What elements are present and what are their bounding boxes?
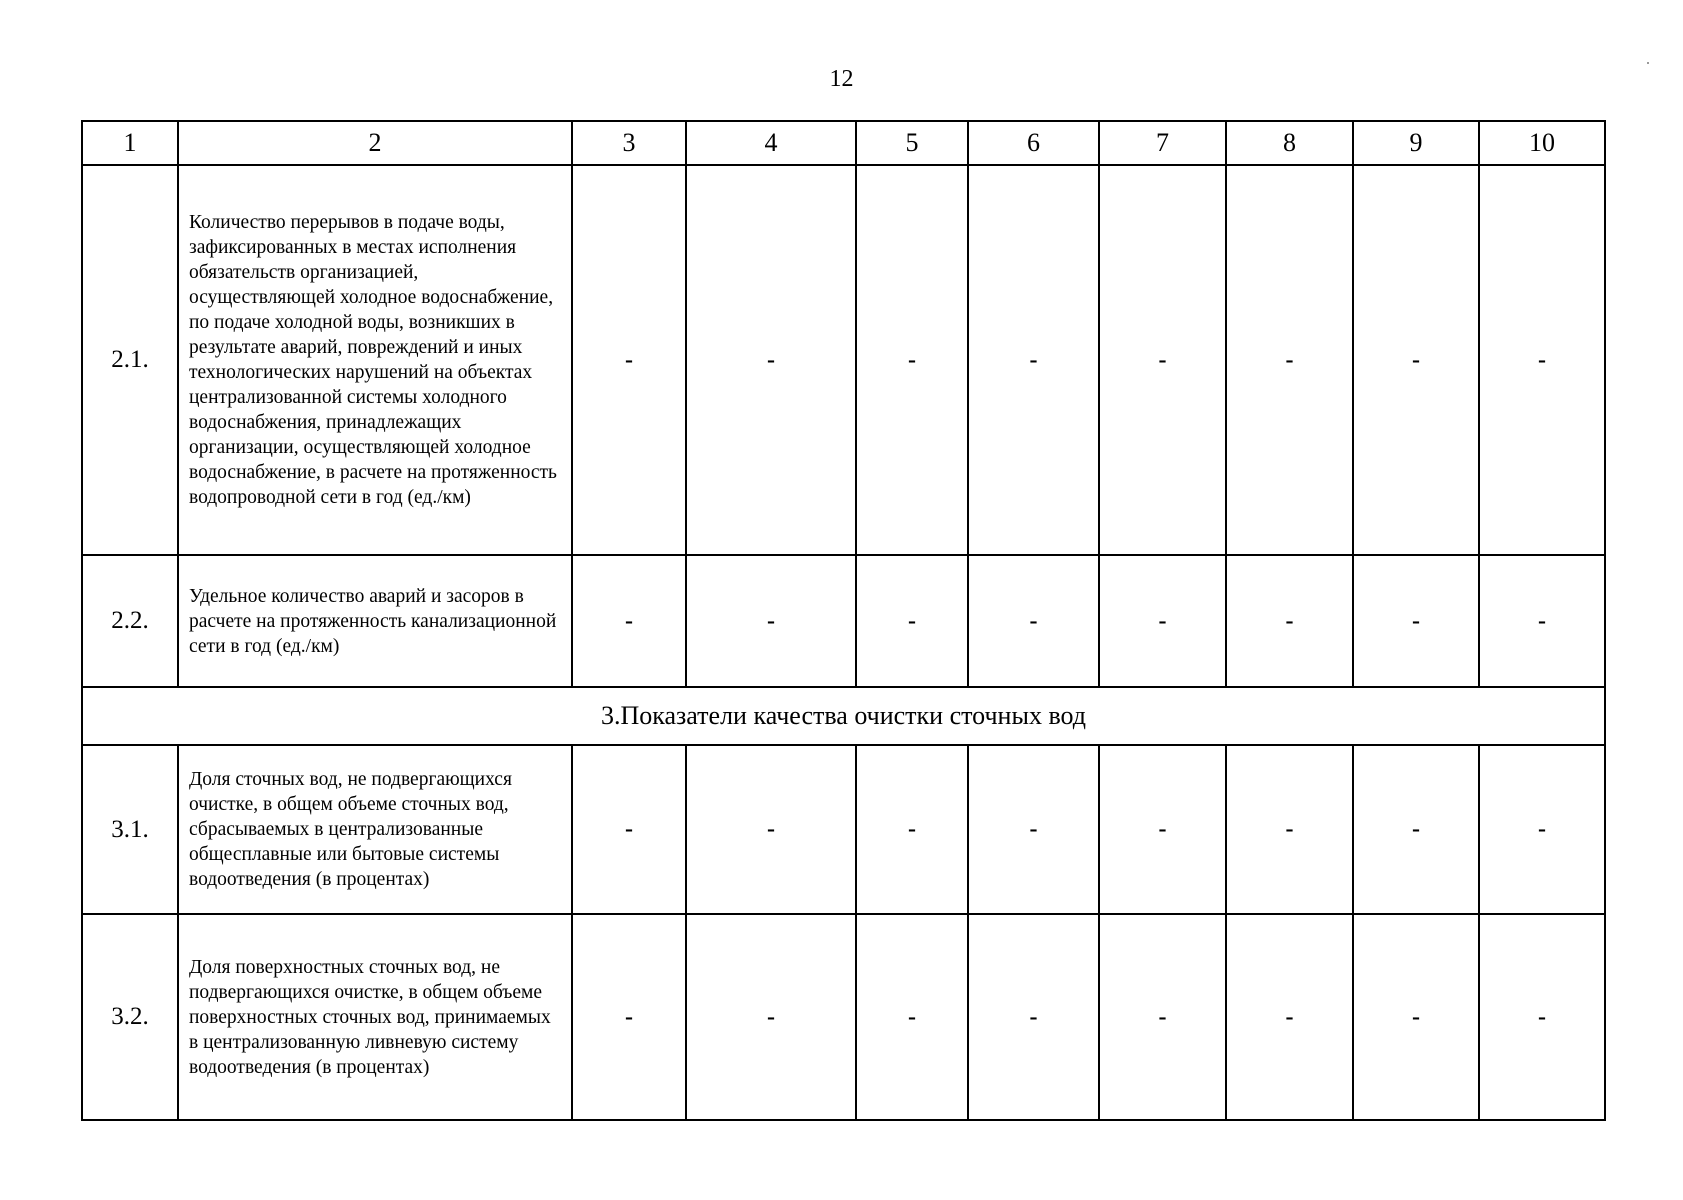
value-cell: - [968,745,1099,914]
value-cell: - [1479,555,1605,687]
scan-speck [1647,62,1649,64]
value-cell: - [856,555,968,687]
column-number: 7 [1099,121,1226,165]
row-number: 2.2. [82,555,178,687]
value-cell: - [1099,555,1226,687]
row-number: 2.1. [82,165,178,555]
column-number: 6 [968,121,1099,165]
section-title: 3.Показатели качества очистки сточных вод [82,687,1605,745]
column-number: 1 [82,121,178,165]
value-cell: - [1099,165,1226,555]
table-row [82,555,1605,687]
value-cell: - [856,165,968,555]
page-number: 12 [829,66,854,92]
value-cell: - [686,745,856,914]
value-cell: - [856,745,968,914]
column-number: 5 [856,121,968,165]
indicator-description: Доля поверхностных сточных вод, не подвергающихся очистке, в общем объеме поверхностных сточных вод, принимаемых в централизованную ливневую систему водоотведения (в процентах) [178,914,572,1120]
column-number: 10 [1479,121,1605,165]
indicator-description: Доля сточных вод, не подвергающихся очистке, в общем объеме сточных вод, сбрасываемых в централизованные общесплавные или бытовые системы водоотведения (в процентах) [178,745,572,914]
value-cell: - [1226,555,1353,687]
value-cell: - [572,165,686,555]
row-number: 3.1. [82,745,178,914]
value-cell: - [1226,165,1353,555]
value-cell: - [968,555,1099,687]
value-cell: - [686,914,856,1120]
value-cell: - [572,555,686,687]
value-cell: - [1353,745,1479,914]
value-cell: - [572,914,686,1120]
value-cell: - [686,165,856,555]
value-cell: - [1353,914,1479,1120]
indicator-description: Удельное количество аварий и засоров в расчете на протяженность канализационной сети в год (ед./км) [178,555,572,687]
row-number: 3.2. [82,914,178,1120]
column-number: 2 [178,121,572,165]
value-cell: - [856,914,968,1120]
column-number: 8 [1226,121,1353,165]
value-cell: - [1226,745,1353,914]
table-row [82,165,1605,555]
value-cell: - [1353,555,1479,687]
value-cell: - [968,914,1099,1120]
indicators-table [81,120,1606,1121]
table-row [82,914,1605,1120]
value-cell: - [1226,914,1353,1120]
section-header-row [82,687,1605,745]
column-number: 9 [1353,121,1479,165]
indicator-description: Количество перерывов в подаче воды, зафиксированных в местах исполнения обязательств организацией, осуществляющей холодное водоснабжение, по подаче холодной воды, возникших в результате аварий, повреждений и иных технологических нарушений на объектах централизованной системы холодного водоснабжения, принадлежащих организации, осуществляющей холодное водоснабжение, в расчете на протяженность водопроводной сети в год (ед./км) [178,165,572,555]
column-number: 3 [572,121,686,165]
column-number: 4 [686,121,856,165]
value-cell: - [1479,914,1605,1120]
value-cell: - [1479,165,1605,555]
table-row [82,745,1605,914]
column-number-row [82,121,1605,165]
value-cell: - [1099,745,1226,914]
value-cell: - [572,745,686,914]
value-cell: - [968,165,1099,555]
value-cell: - [1099,914,1226,1120]
value-cell: - [686,555,856,687]
value-cell: - [1479,745,1605,914]
value-cell: - [1353,165,1479,555]
